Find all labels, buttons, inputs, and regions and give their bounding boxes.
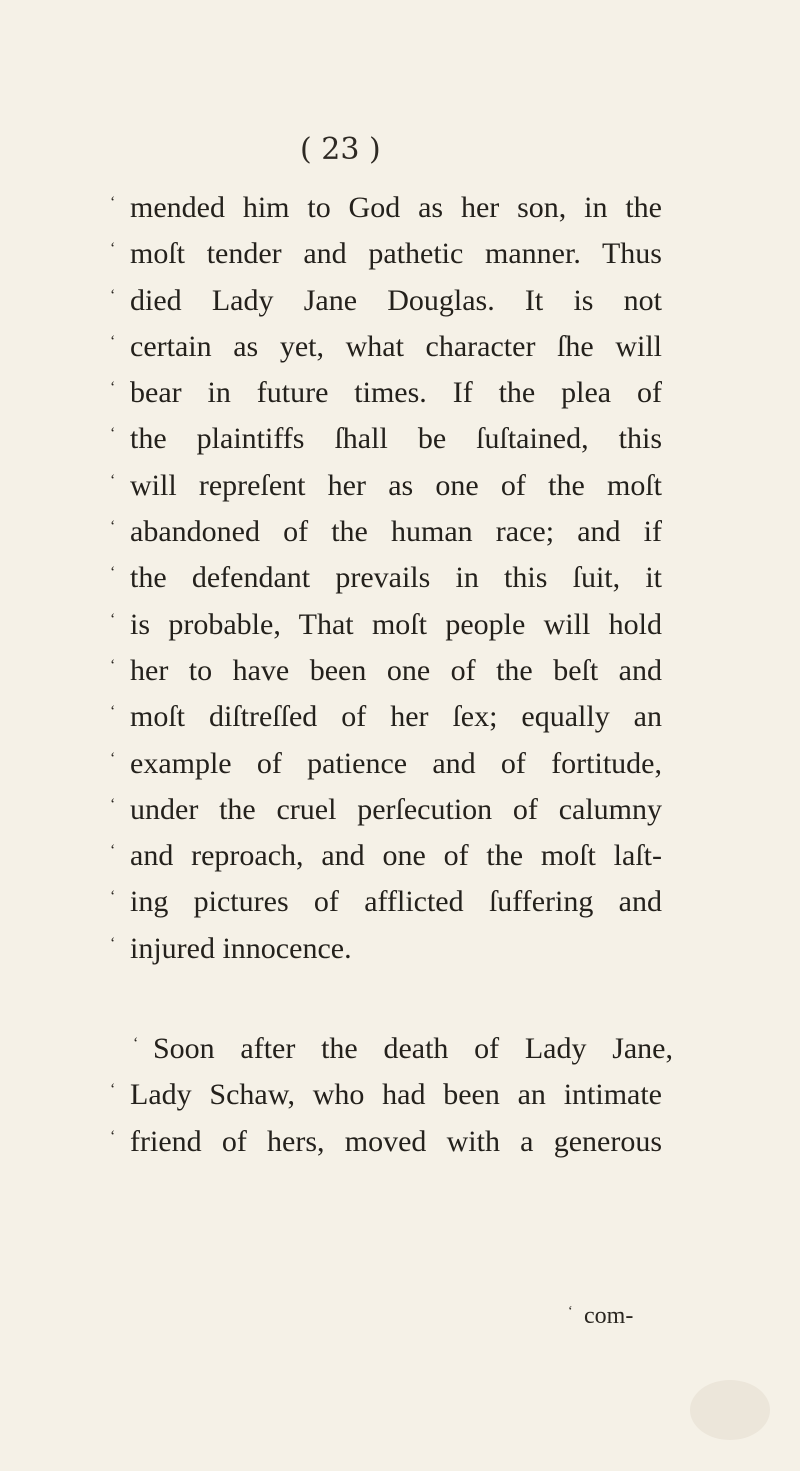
line-text: moſt diſtreſſed of her ſex; equally an	[130, 700, 662, 734]
quote-mark: ‘	[110, 240, 116, 258]
quote-mark: ‘	[110, 286, 116, 304]
quote-mark: ‘	[110, 332, 116, 350]
quote-mark: ‘	[110, 610, 116, 628]
quote-mark: ‘	[110, 934, 116, 952]
quote-mark: ‘	[110, 795, 116, 813]
quote-mark: ‘	[110, 518, 116, 536]
quote-mark: ‘	[110, 842, 116, 860]
catchword	[568, 1303, 633, 1330]
line-text: ing pictures of afflicted ſuffering and	[130, 885, 662, 919]
text-line	[110, 550, 670, 596]
line-text: Lady Schaw, who had been an intimate	[130, 1078, 662, 1112]
quote-mark: ‘	[110, 656, 116, 674]
line-text: the defendant prevails in this ſuit, it	[130, 561, 662, 595]
line-text: and reproach, and one of the moſt laſt-	[130, 839, 662, 873]
line-text: abandoned of the human race; and if	[130, 515, 662, 549]
line-text: moſt tender and pathetic manner. Thus	[130, 237, 662, 271]
quote-mark: ‘	[110, 379, 116, 397]
body-text	[110, 180, 673, 1160]
line-text: example of patience and of fortitude,	[130, 746, 662, 780]
text-line	[110, 1114, 670, 1160]
text-line	[110, 319, 670, 365]
text-line	[110, 874, 670, 920]
quote-mark: ‘	[133, 1035, 139, 1053]
text-line	[133, 1021, 673, 1067]
quote-mark: ‘	[110, 425, 116, 443]
quote-mark: ‘	[110, 749, 116, 767]
line-text: under the cruel perſecution of calumny	[130, 792, 662, 826]
line-text: mended him to God as her son, in the	[130, 191, 662, 224]
line-text: her to have been one of the beſt and	[130, 653, 662, 687]
paper-stain	[690, 1380, 770, 1440]
text-line	[110, 180, 670, 226]
quote-mark: ‘	[110, 194, 116, 211]
text-line	[110, 689, 670, 735]
line-text: friend of hers, moved with a generous	[130, 1124, 662, 1158]
quote-mark: ‘	[110, 564, 116, 582]
text-line	[110, 782, 670, 828]
text-line	[110, 411, 670, 457]
line-text: injured innocence.	[130, 931, 352, 965]
text-line	[110, 597, 670, 643]
text-line	[110, 273, 670, 319]
line-text: certain as yet, what character ſhe will	[130, 329, 662, 363]
text-line	[110, 828, 670, 874]
text-line	[110, 504, 670, 550]
quote-mark: ‘	[568, 1304, 573, 1319]
text-line	[110, 643, 670, 689]
line-text: bear in future times. If the plea of	[130, 376, 662, 410]
catchword-text: com-	[584, 1303, 634, 1329]
line-text: will repreſent her as one of the moſt	[130, 468, 662, 502]
line-text: is probable, That moſt people will hold	[130, 607, 662, 641]
text-line	[110, 921, 670, 967]
text-line	[110, 365, 670, 411]
quote-mark: ‘	[110, 1127, 116, 1145]
text-line	[110, 458, 670, 504]
line-text: the plaintiffs ſhall be ſuſtained, this	[130, 422, 662, 456]
text-line	[110, 226, 670, 272]
quote-mark: ‘	[110, 703, 116, 721]
text-line	[110, 736, 670, 782]
line-text: Soon after the death of Lady Jane,	[153, 1032, 673, 1066]
quote-mark: ‘	[110, 471, 116, 489]
line-text: died Lady Jane Douglas. It is not	[130, 283, 662, 317]
quote-mark: ‘	[110, 888, 116, 906]
page-number: ( 23 )	[300, 132, 381, 167]
text-line	[110, 1067, 670, 1113]
quote-mark: ‘	[110, 1081, 116, 1099]
